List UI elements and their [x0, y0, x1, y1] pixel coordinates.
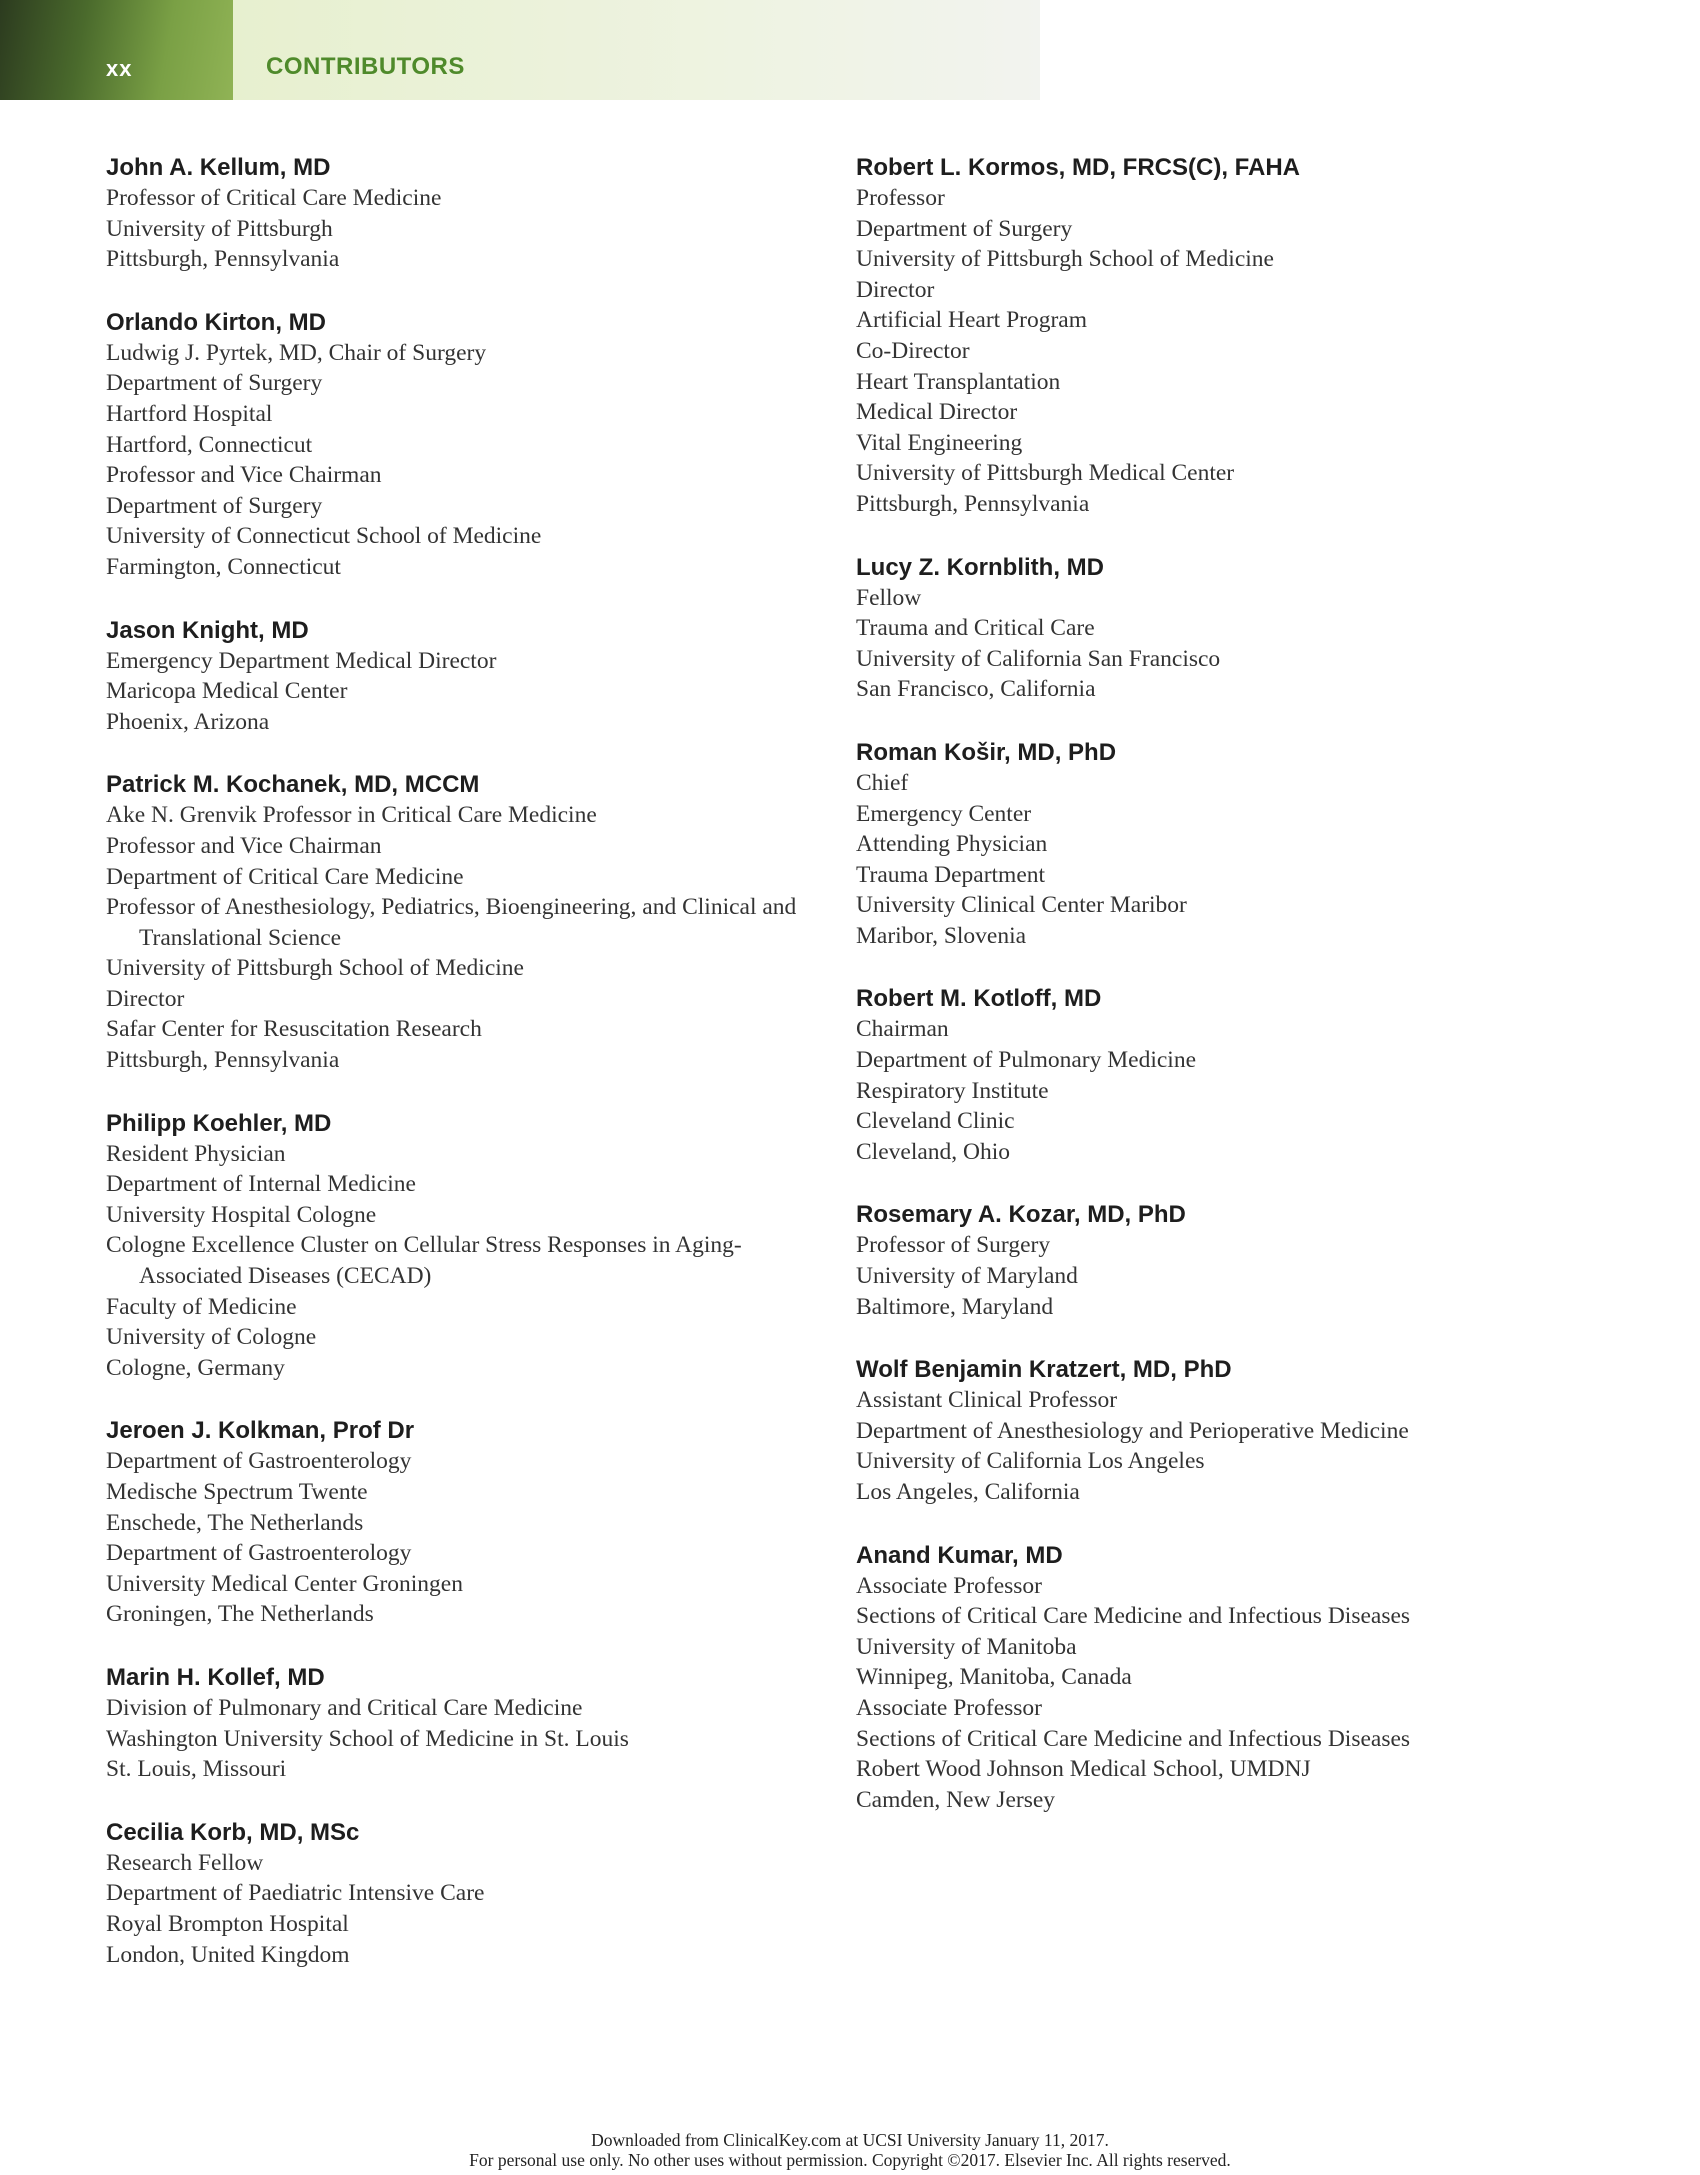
affiliation-line: Camden, New Jersey — [856, 1786, 1056, 1813]
contributor-name: Roman Košir, MD, PhD — [856, 738, 1117, 766]
affiliation-line: Cologne Excellence Cluster on Cellular Stress Responses in Aging-Associated Diseases (CECAD) — [106, 1232, 742, 1290]
affiliation-line: Cologne, Germany — [106, 1354, 285, 1381]
affiliation-line: Director — [856, 276, 935, 303]
right-column — [856, 152, 1576, 1847]
affiliation-line: Pittsburgh, Pennsylvania — [106, 246, 340, 273]
page-number: xx — [106, 56, 133, 81]
contributor-name: Rosemary A. Kozar, MD, PhD — [856, 1201, 1186, 1229]
affiliation-line: University Clinical Center Maribor — [856, 892, 1187, 919]
affiliation-line: Associate Professor — [856, 1572, 1043, 1599]
affiliation-line: Attending Physician — [856, 831, 1048, 858]
contributor-entry — [106, 307, 826, 583]
affiliation-line: Cleveland Clinic — [856, 1108, 1015, 1135]
affiliation-line: Pittsburgh, Pennsylvania — [856, 490, 1090, 517]
affiliation-line: Professor and Vice Chairman — [106, 462, 382, 489]
affiliation-line: University Medical Center Groningen — [106, 1570, 463, 1597]
affiliation-line: Baltimore, Maryland — [856, 1293, 1054, 1320]
affiliation-line: Enschede, The Netherlands — [106, 1509, 364, 1536]
contributor-entry — [856, 1199, 1576, 1322]
affiliation-line: Department of Surgery — [106, 492, 323, 519]
affiliation-line: Maribor, Slovenia — [856, 922, 1027, 949]
left-column — [106, 152, 826, 2002]
affiliation-line: Department of Surgery — [856, 215, 1073, 242]
affiliation-line: Artificial Heart Program — [856, 307, 1087, 334]
affiliation-line: University of California Los Angeles — [856, 1448, 1205, 1475]
affiliation-line: University of Cologne — [106, 1324, 317, 1351]
contributor-entry — [106, 769, 826, 1075]
affiliation-line: Maricopa Medical Center — [106, 678, 348, 705]
affiliation-line: Research Fellow — [106, 1849, 264, 1876]
page-number-box — [0, 0, 233, 100]
affiliation-line: University of California San Francisco — [856, 645, 1221, 672]
affiliation-line: Emergency Center — [856, 800, 1032, 827]
affiliation-line: Assistant Clinical Professor — [856, 1387, 1118, 1414]
contributor-name: Anand Kumar, MD — [856, 1541, 1063, 1569]
affiliation-line: St. Louis, Missouri — [106, 1756, 287, 1783]
affiliation-line: Washington University School of Medicine in St. Louis — [106, 1725, 629, 1752]
contributor-entry — [106, 1108, 826, 1384]
contributor-entry — [106, 152, 826, 275]
affiliation-line: Trauma and Critical Care — [856, 615, 1095, 642]
affiliation-line: University of Connecticut School of Medicine — [106, 523, 542, 550]
contributor-name: Patrick M. Kochanek, MD, MCCM — [106, 771, 480, 799]
contributor-name: Lucy Z. Kornblith, MD — [856, 553, 1104, 581]
affiliation-line: Sections of Critical Care Medicine and Infectious Diseases — [856, 1725, 1411, 1752]
affiliation-line: University of Pittsburgh — [106, 215, 333, 242]
contributor-name: Marin H. Kollef, MD — [106, 1663, 325, 1691]
affiliation-line: London, United Kingdom — [106, 1941, 350, 1968]
footer — [0, 2130, 1700, 2170]
affiliation-line: Medische Spectrum Twente — [106, 1479, 368, 1505]
contributor-entry — [856, 1540, 1576, 1816]
affiliation-line: University of Pittsburgh School of Medicine — [106, 955, 524, 982]
section-title: CONTRIBUTORS — [266, 53, 465, 80]
affiliation-line: University of Manitoba — [856, 1633, 1077, 1660]
affiliation-line: Medical Director — [856, 399, 1018, 426]
contributor-entry — [856, 552, 1576, 705]
affiliation-line: Safar Center for Resuscitation Research — [106, 1016, 482, 1043]
contributor-entry — [106, 1817, 826, 1970]
affiliation-line: Department of Gastroenterology — [106, 1540, 412, 1567]
affiliation-line: Phoenix, Arizona — [106, 708, 270, 735]
affiliation-line: Farmington, Connecticut — [106, 553, 341, 580]
affiliation-line: Professor of Surgery — [856, 1232, 1051, 1259]
affiliation-line: Cleveland, Ohio — [856, 1138, 1011, 1165]
section-title-bar — [233, 0, 1040, 100]
affiliation-line: Department of Surgery — [106, 370, 323, 397]
affiliation-line: Trauma Department — [856, 861, 1046, 888]
footer-copyright-line: For personal use only. No other uses without permission. Copyright ©2017. Elsevier Inc. All rights reserved. — [469, 2150, 1231, 2170]
affiliation-line: Professor and Vice Chairman — [106, 832, 382, 859]
affiliation-line: Fellow — [856, 584, 922, 611]
contributor-name: Philipp Koehler, MD — [106, 1109, 332, 1137]
affiliation-line: Department of Critical Care Medicine — [106, 863, 464, 890]
affiliation-line: University of Pittsburgh School of Medicine — [856, 246, 1274, 273]
footer-download-line: Downloaded from ClinicalKey.com at UCSI University January 11, 2017. — [591, 2130, 1109, 2150]
affiliation-line: University of Maryland — [856, 1263, 1078, 1290]
affiliation-line: Robert Wood Johnson Medical School, UMDNJ — [856, 1756, 1311, 1783]
affiliation-line: Professor — [856, 185, 945, 211]
affiliation-line: Royal Brompton Hospital — [106, 1910, 349, 1937]
affiliation-line: Groningen, The Netherlands — [106, 1601, 374, 1628]
affiliation-line: Respiratory Institute — [856, 1077, 1049, 1104]
contributor-name: Robert L. Kormos, MD, FRCS(C), FAHA — [856, 154, 1300, 181]
affiliation-line: Hartford Hospital — [106, 400, 273, 427]
affiliation-line: Los Angeles, California — [856, 1479, 1080, 1505]
affiliation-line: University Hospital Cologne — [106, 1201, 377, 1228]
affiliation-line: Chief — [856, 769, 909, 796]
affiliation-line: Professor of Critical Care Medicine — [106, 185, 442, 211]
affiliation-line: Co-Director — [856, 337, 970, 364]
contributor-name: Jason Knight, MD — [106, 616, 309, 644]
affiliation-line: Resident Physician — [106, 1140, 286, 1167]
affiliation-line: Department of Anesthesiology and Perioperative Medicine — [856, 1417, 1409, 1444]
contributor-name: Wolf Benjamin Kratzert, MD, PhD — [856, 1356, 1232, 1384]
contributor-name: Cecilia Korb, MD, MSc — [106, 1818, 360, 1846]
affiliation-line: Professor of Anesthesiology, Pediatrics, Bioengineering, and Clinical and Translational Science — [106, 894, 797, 951]
affiliation-line: Sections of Critical Care Medicine and Infectious Diseases — [856, 1603, 1411, 1630]
affiliation-line: Director — [106, 985, 185, 1012]
contributor-entry — [856, 983, 1576, 1167]
affiliation-line: Department of Pulmonary Medicine — [856, 1047, 1197, 1074]
contributor-entry — [106, 615, 826, 738]
affiliation-line: Department of Gastroenterology — [106, 1448, 412, 1475]
affiliation-line: Ake N. Grenvik Professor in Critical Care Medicine — [106, 802, 597, 829]
contributor-entry — [856, 737, 1576, 952]
contributor-entry — [106, 1415, 826, 1630]
contributor-entry — [106, 1662, 826, 1785]
contributor-entry — [856, 152, 1576, 520]
contributor-name: Robert M. Kotloff, MD — [856, 985, 1102, 1013]
affiliation-line: San Francisco, California — [856, 676, 1096, 703]
affiliation-line: Department of Paediatric Intensive Care — [106, 1880, 485, 1907]
affiliation-line: Associate Professor — [856, 1694, 1043, 1721]
affiliation-line: Pittsburgh, Pennsylvania — [106, 1047, 340, 1074]
affiliation-line: Vital Engineering — [856, 429, 1023, 456]
affiliation-line: Chairman — [856, 1016, 949, 1043]
affiliation-line: Ludwig J. Pyrtek, MD, Chair of Surgery — [106, 339, 487, 366]
contributor-name: Orlando Kirton, MD — [106, 308, 326, 336]
page-header — [0, 0, 1040, 100]
affiliation-line: University of Pittsburgh Medical Center — [856, 460, 1235, 487]
contributor-name: John A. Kellum, MD — [106, 154, 331, 181]
affiliation-line: Department of Internal Medicine — [106, 1171, 416, 1198]
affiliation-line: Faculty of Medicine — [106, 1293, 297, 1320]
affiliation-line: Division of Pulmonary and Critical Care Medicine — [106, 1694, 583, 1721]
affiliation-line: Winnipeg, Manitoba, Canada — [856, 1664, 1132, 1691]
contributor-entry — [856, 1354, 1576, 1507]
affiliation-line: Emergency Department Medical Director — [106, 647, 497, 674]
affiliation-line: Heart Transplantation — [856, 368, 1061, 395]
affiliation-line: Hartford, Connecticut — [106, 431, 313, 458]
contributor-name: Jeroen J. Kolkman, Prof Dr — [106, 1417, 415, 1445]
